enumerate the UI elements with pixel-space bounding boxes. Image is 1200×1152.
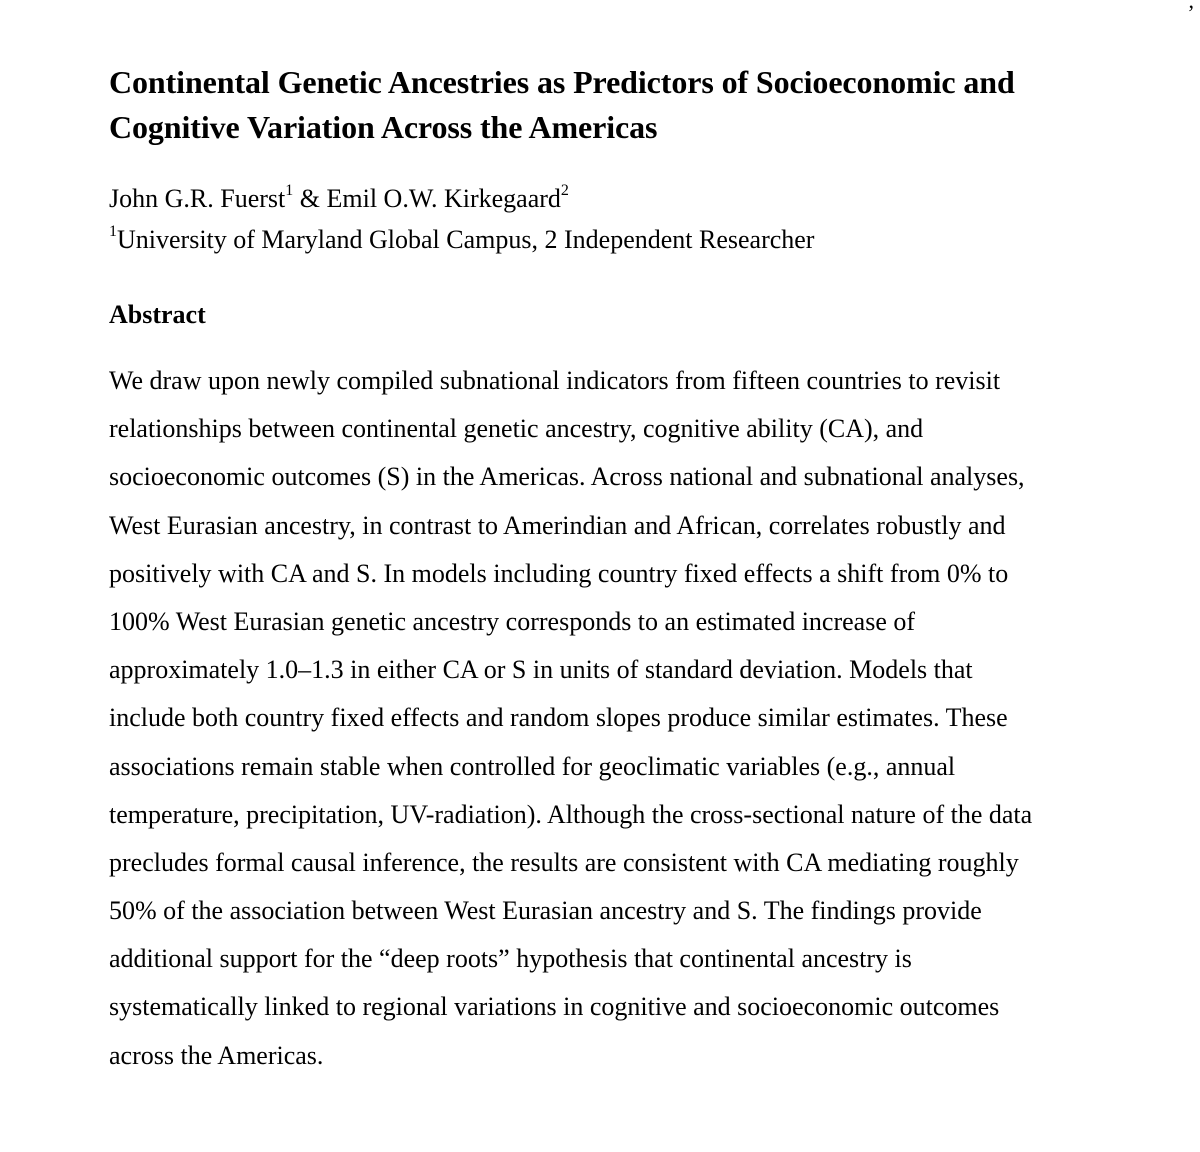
abstract-line: include both country fixed effects and random slopes produce similar estimates. These xyxy=(109,703,1008,733)
author-name: John G.R. Fuerst xyxy=(109,184,286,213)
paper-title-line-1: Continental Genetic Ancestries as Predictors of Socioeconomic and xyxy=(109,64,1015,100)
author-separator: & xyxy=(293,184,327,213)
abstract-line: 50% of the association between West Eurasian ancestry and S. The findings provide xyxy=(109,896,982,926)
author-list xyxy=(109,182,1129,213)
abstract-line: We draw upon newly compiled subnational indicators from fifteen countries to revisit xyxy=(109,366,1001,395)
abstract-line: systematically linked to regional variations in cognitive and socioeconomic outcomes xyxy=(109,992,1000,1022)
affiliation-text: University of Maryland Global Campus, 2 Independent Researcher xyxy=(117,225,815,254)
abstract-body xyxy=(109,366,1119,1089)
abstract-line: relationships between continental genetic ancestry, cognitive ability (CA), and xyxy=(109,414,924,444)
abstract-line: across the Americas. xyxy=(109,1040,324,1070)
abstract-line: temperature, precipitation, UV-radiation). Although the cross-sectional nature of the data xyxy=(109,799,1033,829)
abstract-line: associations remain stable when controlled for geoclimatic variables (e.g., annual xyxy=(109,751,956,781)
abstract-line: additional support for the “deep roots” hypothesis that continental ancestry is xyxy=(109,944,912,974)
abstract-line: West Eurasian ancestry, in contrast to Amerindian and African, correlates robustly and xyxy=(109,510,1006,540)
abstract-heading: Abstract xyxy=(109,300,206,329)
affiliation-line xyxy=(109,223,1129,254)
abstract-line: approximately 1.0–1.3 in either CA or S in units of standard deviation. Models that xyxy=(109,655,973,685)
author-name: Emil O.W. Kirkegaard xyxy=(326,184,561,213)
abstract-line: 100% West Eurasian genetic ancestry corresponds to an estimated increase of xyxy=(109,606,916,636)
abstract-line: precludes formal causal inference, the results are consistent with CA mediating roughly xyxy=(109,847,1019,877)
affiliation-marker: 1 xyxy=(109,223,117,241)
author-affiliation-marker: 1 xyxy=(285,182,294,200)
abstract-line: positively with CA and S. In models including country fixed effects a shift from 0% to xyxy=(109,558,1009,588)
page-corner-mark: , xyxy=(1188,0,1194,13)
paper-title-line-2: Cognitive Variation Across the Americas xyxy=(109,109,658,145)
abstract-line: socioeconomic outcomes (S) in the Americas. Across national and subnational analyses, xyxy=(109,462,1025,492)
author-affiliation-marker: 2 xyxy=(560,182,569,200)
paper-title xyxy=(109,60,1129,150)
